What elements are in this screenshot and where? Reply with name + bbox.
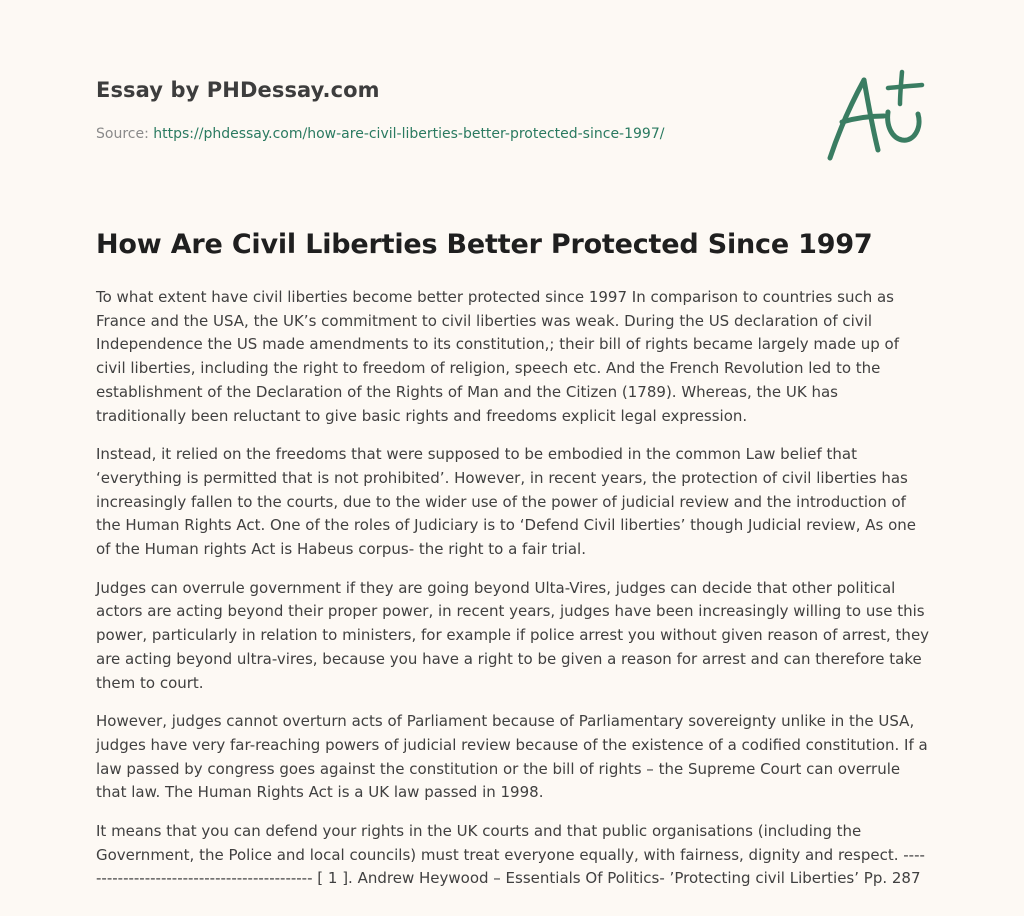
essay-paragraph: Instead, it relied on the freedoms that were supposed to be embodied in the common Law belief that ‘everything is permitted that is not prohibited’. However, in recent years, the protection of civil liberties has increasingly fallen to the courts, due to the wider use of the power of judicial review and the introduction of the Human Rights Act. One of the roles of Judiciary is to ‘Defend Civil liberties’ though Judicial review, As one of the Human rights Act is Habeus corpus- the right to a fair trial. — [96, 445, 917, 559]
essay-paragraph: To what extent have civil liberties become better protected since 1997 In comparison to countries such as France and the USA, the UK’s commitment to civil liberties was weak. During the US declaration of civil Independence the US made amendments to its constitution,; their bill of rights became largely made up of civil liberties, including the right to freedom of religion, speech etc. And the French Revolution led to the establishment of the Declaration of the Rights of Man and the Citizen (1789). Whereas, the UK has traditionally been reluctant to give basic rights and freedoms explicit legal expression. — [96, 288, 900, 425]
essay-paragraph: However, judges cannot overturn acts of Parliament because of Parliamentary sovereignty unlike in the USA, judges have very far-reaching powers of judicial review because of the existence of a codified constitution. If a law passed by congress goes against the constitution or the bill of rights – the Supreme Court can overrule that law. The Human Rights Act is a UK law passed in 1998. — [96, 712, 928, 802]
essay-title: How Are Civil Liberties Better Protected Since 1997 — [96, 229, 873, 260]
source-link[interactable]: https://phdessay.com/how-are-civil-liberties-better-protected-since-1997/ — [153, 126, 665, 142]
page-header — [96, 76, 796, 144]
source-label: Source: — [96, 126, 149, 142]
site-title: Essay by PHDessay.com — [96, 78, 380, 102]
essay-paragraph: Judges can overrule government if they are going beyond Ulta-Vires, judges can decide that other political actors are acting beyond their proper power, in recent years, judges have been increasingly willing to use this power, particularly in relation to ministers, for example if police arrest you without given reason of arrest, they are acting beyond ultra-vires, because you have a right to be given a reason for arrest and can therefore take them to court. — [96, 578, 930, 692]
source-line — [96, 124, 796, 144]
essay-paragraph: It means that you can defend your rights in the UK courts and that public organisations (including the Government, the Police and local councils) must treat everyone equally, with fairness, dignity and respect. -------------------------------------------- [ 1 ]. Andrew Heywood – Essentials Of Politics- ’Protecting civil Liberties’ Pp. 287 — [96, 822, 925, 888]
a-plus-grade-icon — [818, 66, 930, 166]
essay-body — [96, 286, 930, 906]
